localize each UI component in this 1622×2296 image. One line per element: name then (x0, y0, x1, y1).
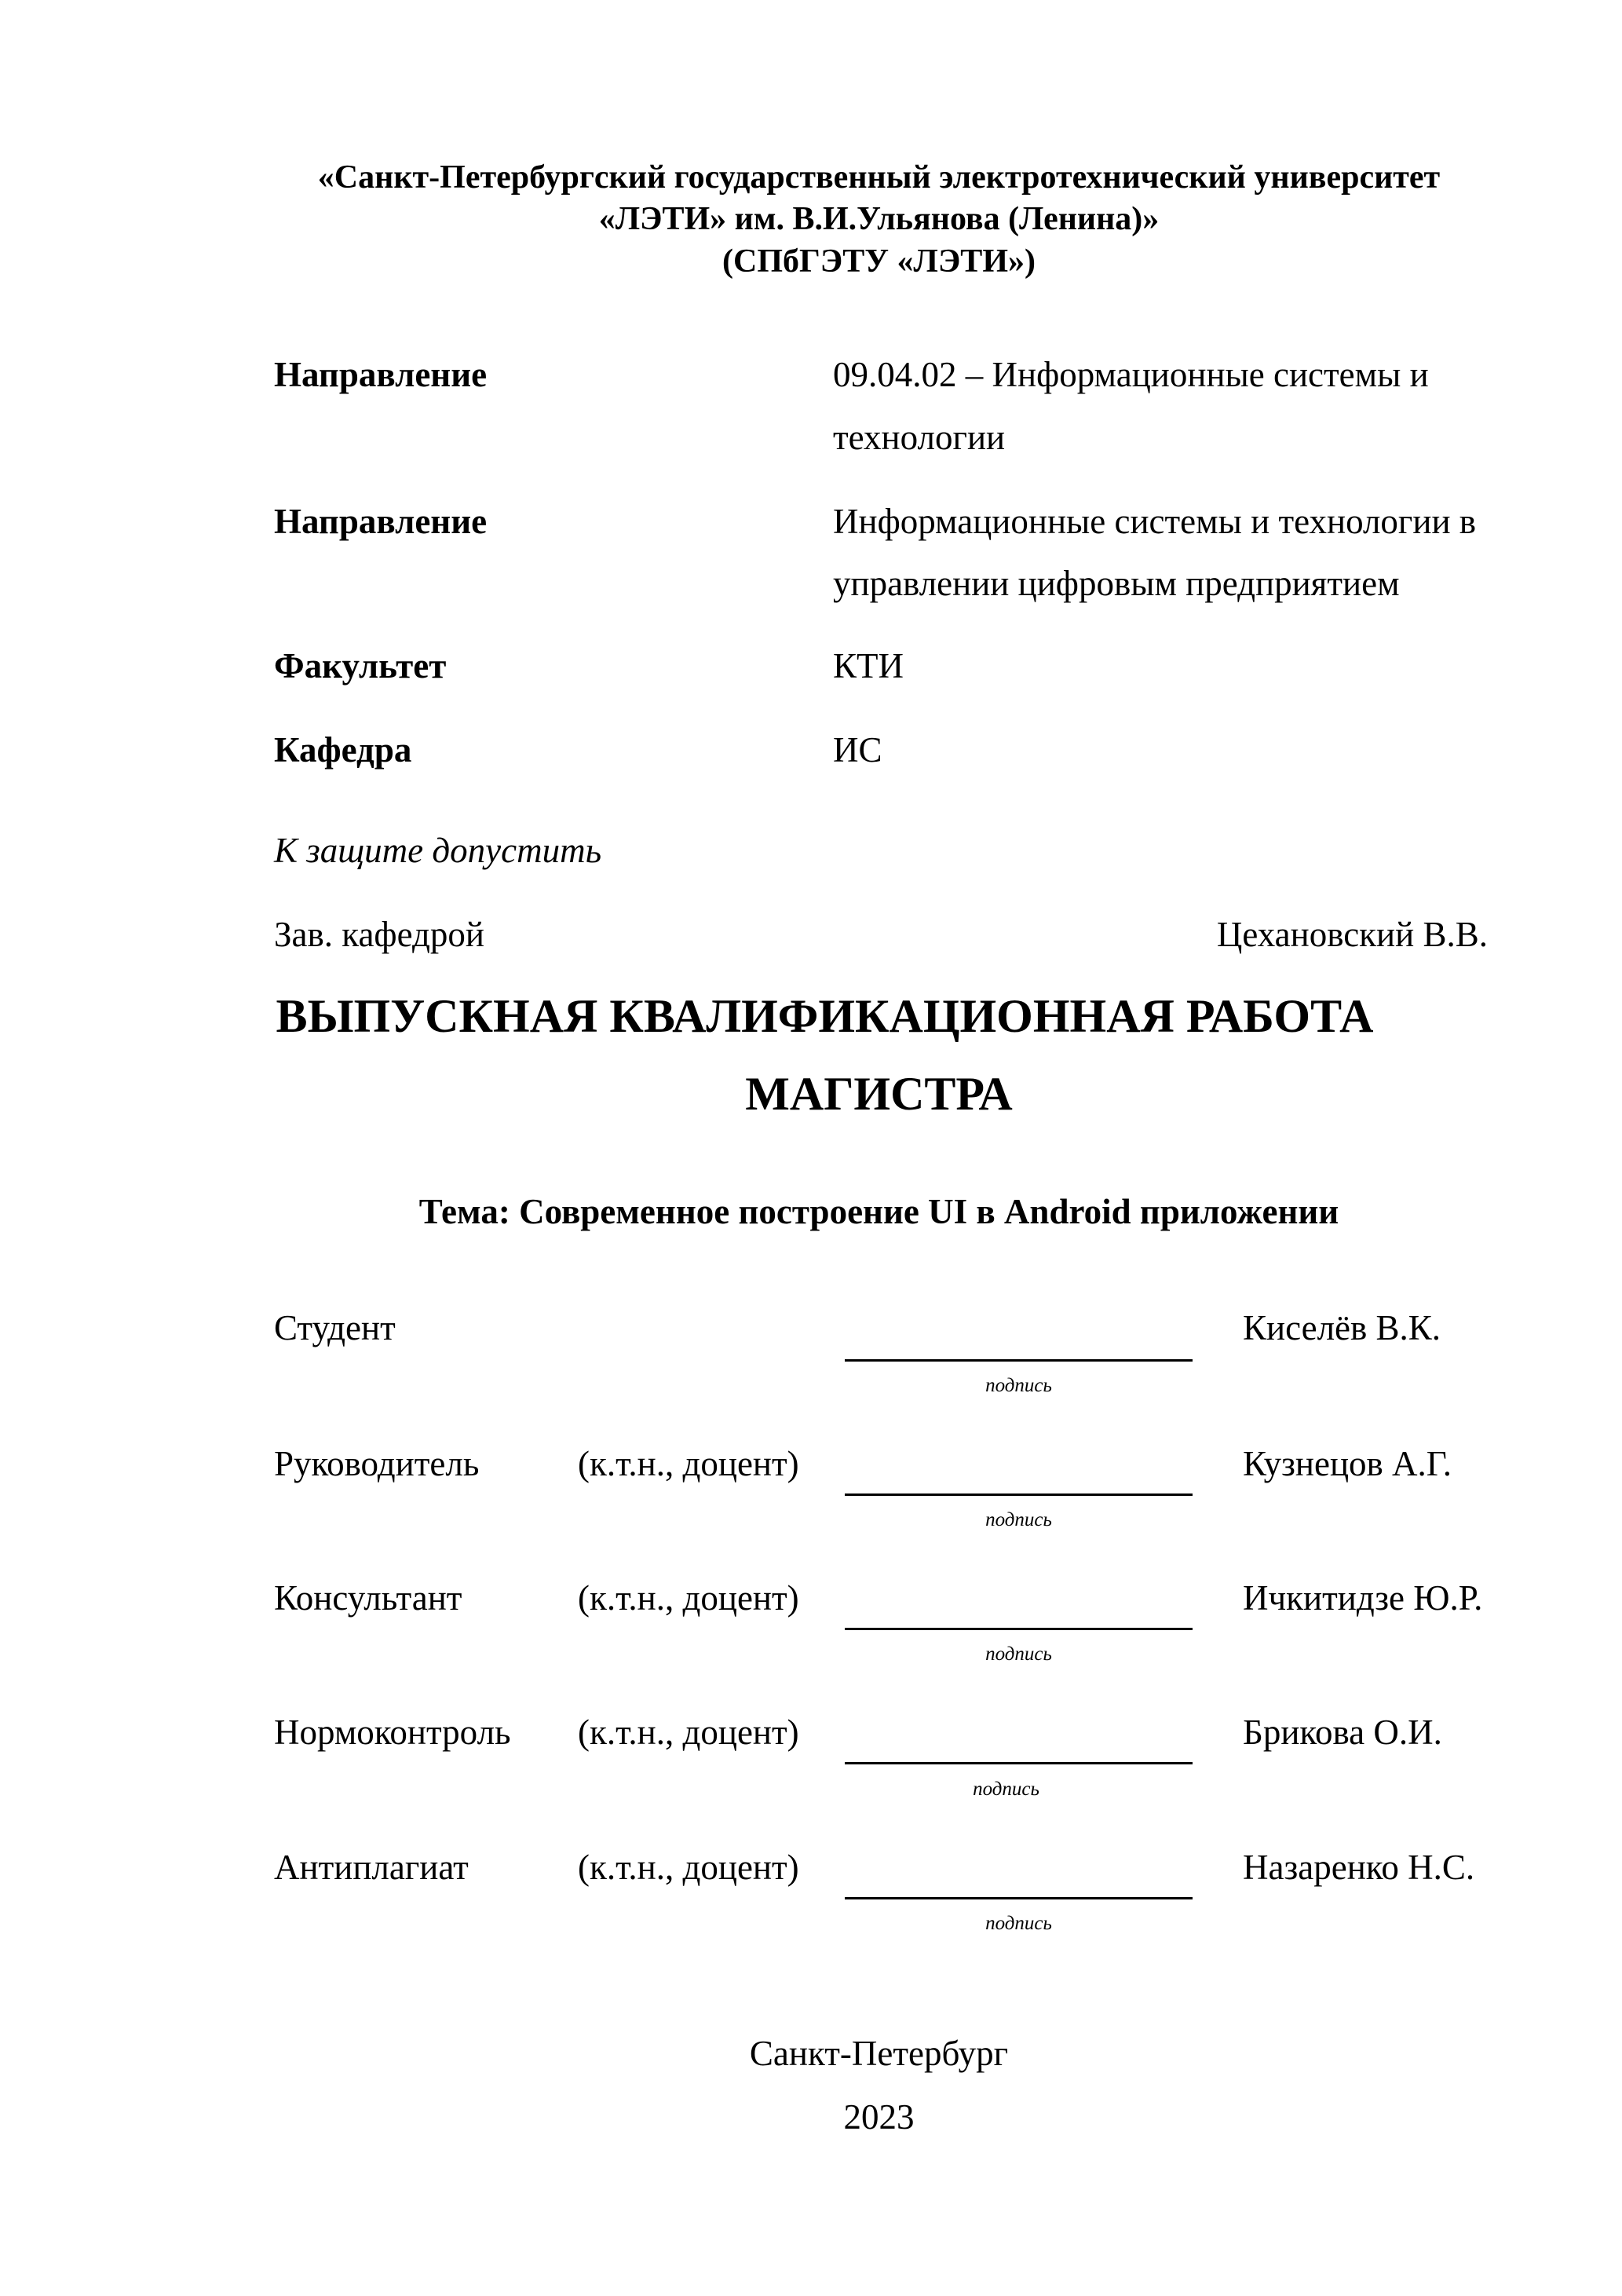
signature-degree: (к.т.н., доцент) (578, 1444, 799, 1483)
field-value-direction: 09.04.02 – Информационные системы и (833, 355, 1429, 394)
university-name-line2: «ЛЭТИ» им. В.И.Ульянова (Ленина)» (598, 201, 1160, 237)
work-title-line2: МАГИСТРА (745, 1068, 1013, 1120)
signature-role: Студент (274, 1308, 396, 1347)
signature-line (845, 1359, 1193, 1362)
admission-note: К защите допустить (274, 831, 602, 870)
field-label-profile: Направление (274, 502, 488, 541)
topic: Тема: Современное построение UI в Android приложении (418, 1192, 1339, 1231)
signature-role: Консультант (274, 1578, 462, 1618)
head-of-department-name: Цехановский В.В. (1216, 915, 1488, 954)
signature-degree: (к.т.н., доцент) (578, 1848, 799, 1887)
signature-name: Киселёв В.К. (1243, 1308, 1441, 1347)
signature-caption: подпись (973, 1779, 1039, 1800)
footer-city: Санкт-Петербург (749, 2034, 1009, 2073)
field-value-department: ИС (833, 730, 882, 770)
signature-caption: подпись (985, 1509, 1052, 1530)
signature-role: Нормоконтроль (274, 1713, 511, 1752)
signature-caption: подпись (985, 1643, 1052, 1665)
signature-name: Ичкитидзе Ю.Р. (1243, 1578, 1483, 1618)
signature-name: Брикова О.И. (1243, 1713, 1442, 1752)
signature-name: Назаренко Н.С. (1243, 1848, 1475, 1887)
signature-name: Кузнецов А.Г. (1243, 1444, 1452, 1483)
field-value-direction-cont: технологии (833, 418, 1006, 457)
field-value-faculty: КТИ (833, 646, 904, 686)
field-label-direction: Направление (274, 355, 488, 394)
field-value-profile-cont: управлении цифровым предприятием (833, 564, 1400, 603)
footer-year: 2023 (843, 2097, 915, 2137)
head-of-department-label: Зав. кафедрой (274, 915, 484, 954)
signature-line (845, 1628, 1193, 1630)
university-abbr: (СПбГЭТУ «ЛЭТИ») (722, 243, 1036, 280)
university-name-line1: «Санкт-Петербургский государственный электротехнический университет (317, 159, 1441, 196)
signature-line (845, 1897, 1193, 1899)
signature-degree: (к.т.н., доцент) (578, 1578, 799, 1618)
signature-role: Антиплагиат (274, 1848, 469, 1887)
signature-caption: подпись (985, 1913, 1052, 1934)
field-label-faculty: Факультет (274, 646, 447, 686)
signature-line (845, 1762, 1193, 1764)
signature-role: Руководитель (274, 1444, 480, 1483)
field-value-profile: Информационные системы и технологии в (833, 502, 1477, 541)
field-label-department: Кафедра (274, 730, 412, 770)
work-title-line1: ВЫПУСКНАЯ КВАЛИФИКАЦИОННАЯ РАБОТА (276, 990, 1374, 1042)
signature-degree: (к.т.н., доцент) (578, 1713, 799, 1752)
signature-line (845, 1493, 1193, 1496)
signature-caption: подпись (985, 1375, 1052, 1396)
